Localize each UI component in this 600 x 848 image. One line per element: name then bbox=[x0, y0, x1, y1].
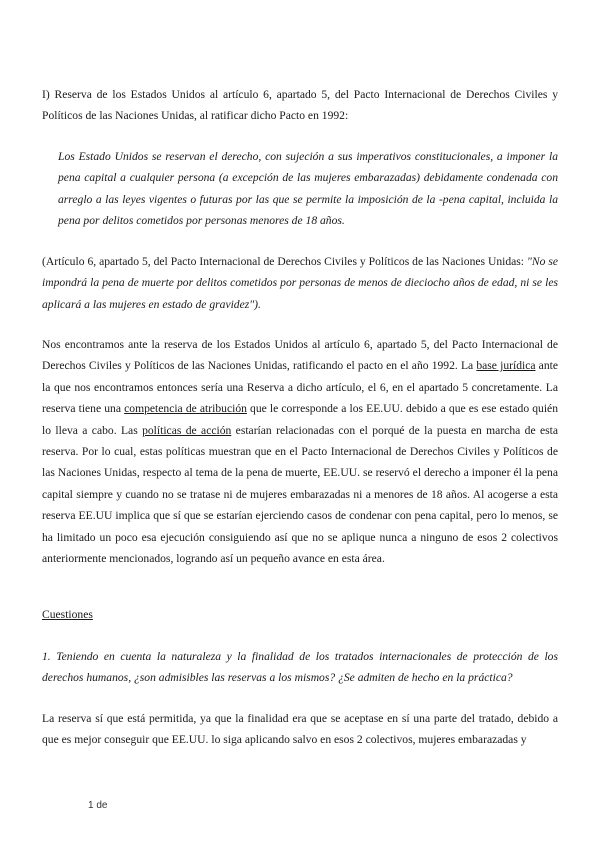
politicas-accion-link[interactable]: políticas de acción bbox=[142, 423, 232, 437]
page-footer: 1 de bbox=[88, 800, 108, 811]
section-title: Cuestiones bbox=[42, 608, 93, 621]
analysis-paragraph bbox=[42, 334, 558, 569]
reservation-quote: Los Estado Unidos se reservan el derecho, con sujeción a sus imperativos constitucionales, a imponer la pena capital a cualquier persona (a excepción de las mujeres embarazadas) debidamente condenada con arreglo a las leyes vigentes o futuras por las que se permite la imposición de la -pena capital, incluida la pena por delitos cometidos por personas menores de 18 años. bbox=[58, 150, 558, 228]
analysis-text-4: estarían relacionadas con el porqué de la puesta en marcha de esta reserva. Por lo cual, estas políticas muestran que en el Pacto Internacional de Derechos Civiles y Políticos de las Naciones Unidas, respecto al tema de la pena de muerte, EE.UU. se reservó el derecho a imponer él la pena capital siempre y cuando no se tratase ni de mujeres embarazadas ni a menores de 18 años. Al acogerse a esta reserva EE.UU implica que sí que se estarían ejerciendo casos de condenar con pena capital, pero lo menos, se ha limitado un poco esa ejecución consiguiendo así que no se aplique nunca a ninguno de esos 2 colectivos anteriormente mencionados, logrando así un pequeño avance en esta área. bbox=[42, 423, 558, 566]
analysis-text-1: Nos encontramos ante la reserva de los Estados Unidos al artículo 6, apartado 5, del Pacto Internacional de Derechos Civiles y Políticos de las Naciones Unidas, ratificando el pacto en el año 1992. La bbox=[42, 338, 558, 373]
article-reference-lead: (Artículo 6, apartado 5, del Pacto Internacional de Derechos Civiles y Políticos de las Naciones Unidas: bbox=[42, 255, 527, 268]
analysis-text-2: ante la que nos encontramos entonces sería una Reserva a dicho artículo, el 6, en el apartado 5 concretamente. La reserva tiene una bbox=[42, 359, 558, 416]
analysis-text-3: que le corresponde a los EE.UU. debido a que es ese estado quién lo lleva a cabo. Las bbox=[42, 402, 559, 437]
competencia-atribucion-link[interactable]: competencia de atribución bbox=[124, 402, 247, 416]
answer-1: La reserva sí que está permitida, ya que la finalidad era que se aceptase en sí una parte del tratado, debido a que es mejor conseguir que EE.UU. lo siga aplicando salvo en esos 2 colectivos, mujeres embarazadas y bbox=[42, 712, 558, 747]
reservation-heading: I) Reserva de los Estados Unidos al artículo 6, apartado 5, del Pacto Internacional de Derechos Civiles y Políticos de las Naciones Unidas, al ratificar dicho Pacto en 1992: bbox=[42, 88, 558, 123]
article-reference-quote: "No se impondrá la pena de muerte por delitos cometidos por personas de menos de dieciocho años de edad, ni se les aplicará a las mujeres en estado de gravidez"). bbox=[42, 255, 558, 311]
article-reference bbox=[42, 251, 558, 315]
question-1: 1. Teniendo en cuenta la naturaleza y la finalidad de los tratados internacionales de protección de los derechos humanos, ¿son admisibles las reservas a los mismos? ¿Se admiten de hecho en la práctica? bbox=[42, 650, 558, 685]
base-juridica-link[interactable]: base jurídica bbox=[476, 359, 536, 373]
